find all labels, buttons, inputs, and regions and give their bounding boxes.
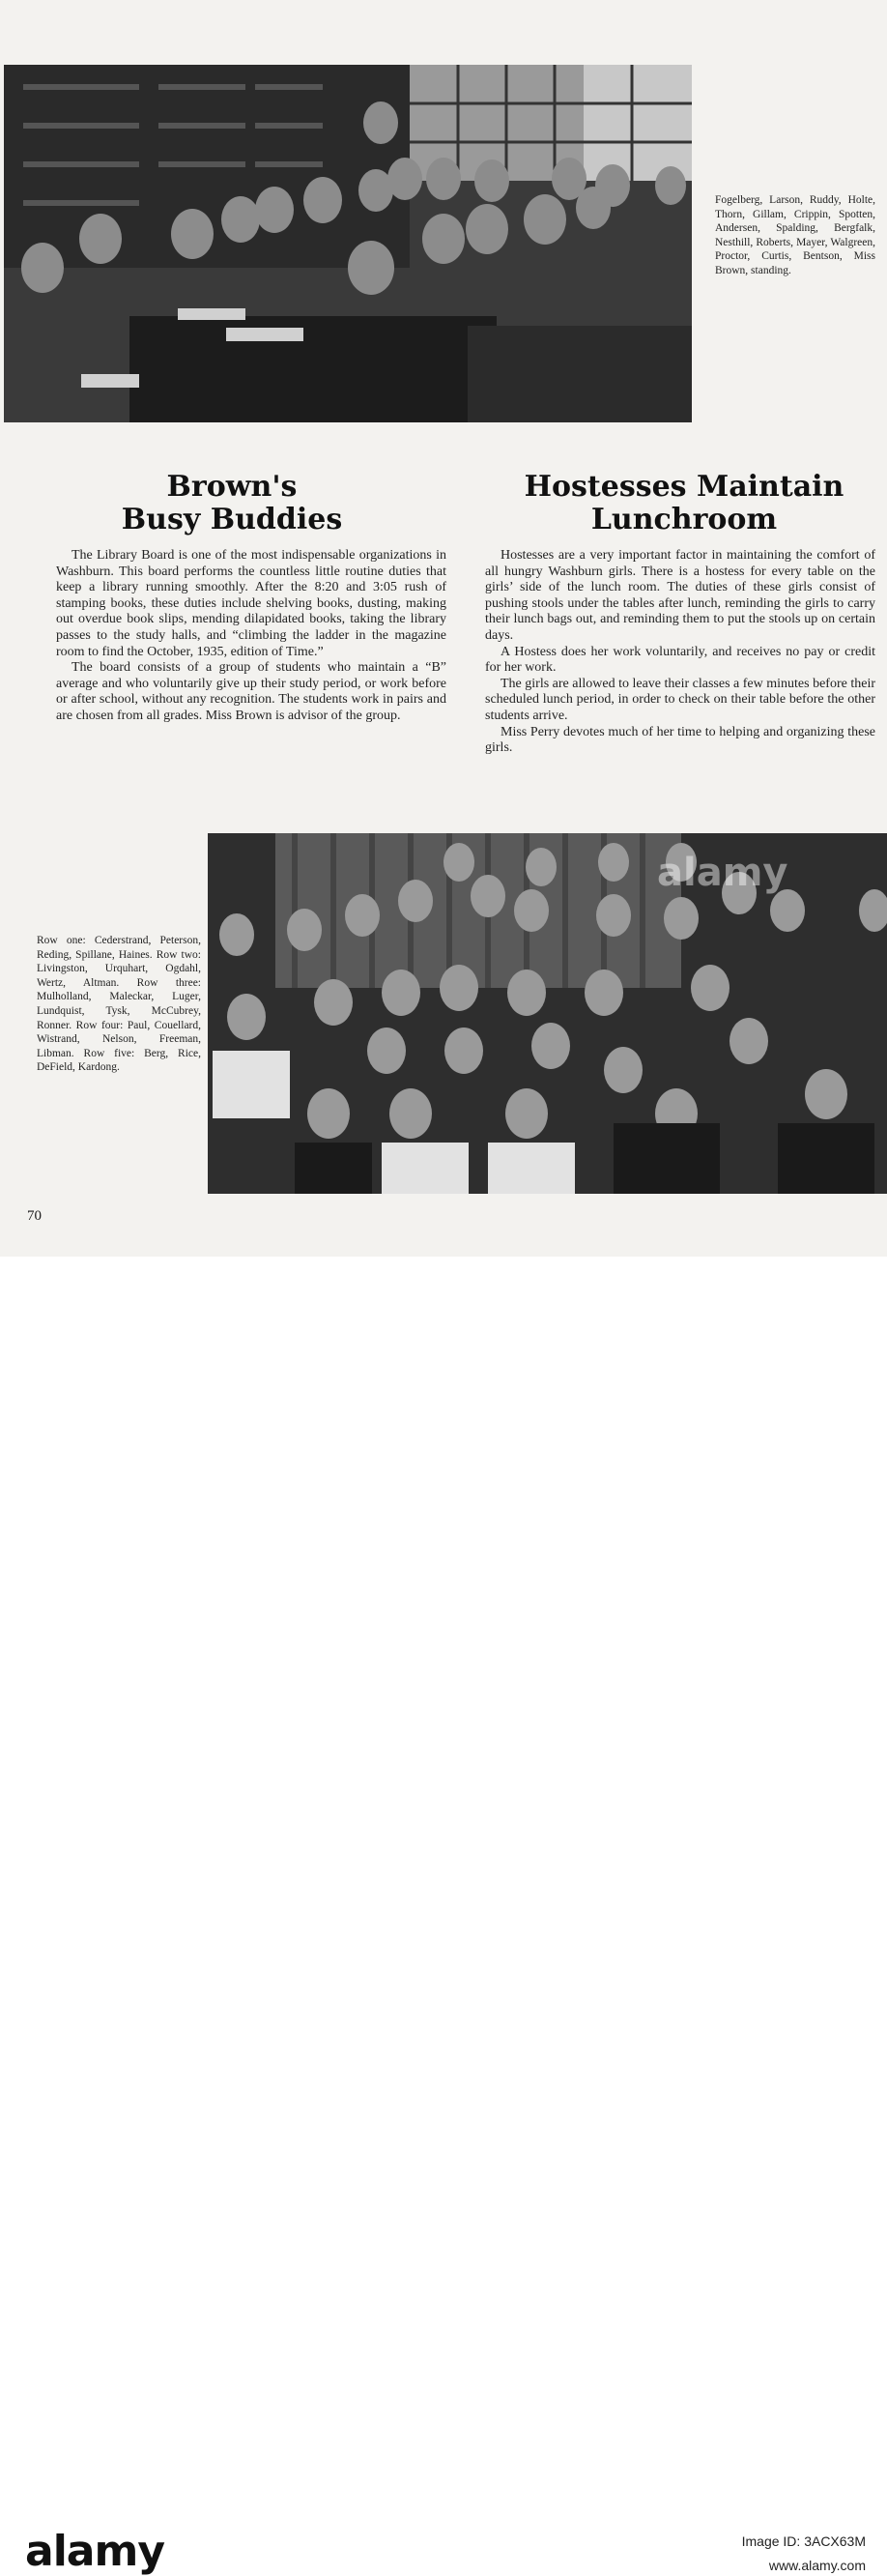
bottom-photo-caption: Row one: Cederstrand, Peterson, Reding, Spillane, Haines. Row two: Livingston, Urquhart, Ogdahl, Wertz, Altman. Row three: Mulholland, Maleckar, Luger, Lundquist, Tysk, McCubrey, Ronner. Row four: Paul, Couellard, Wistrand, Nelson, Freeman, Libman. Row five: Berg, Rice, DeField, Kardong. — [37, 935, 201, 1074]
site-url: www.alamy.com — [768, 2558, 866, 2573]
right-paragraph: Miss Perry devotes much of her time to helping and organizing these girls. — [485, 724, 875, 756]
right-paragraph: The girls are allowed to leave their classes a few minutes before their scheduled lunch period, in order to check on their table before the other students arrive. — [485, 676, 875, 723]
right-title-line1: Hostesses Maintain — [524, 470, 844, 504]
right-title-line2: Lunchroom — [590, 503, 778, 536]
left-title-line2: Busy Buddies — [121, 503, 343, 536]
alamy-logo: alamy — [25, 2527, 164, 2576]
right-article-title — [481, 471, 887, 536]
right-paragraph: Hostesses are a very important factor in maintaining the comfort of all hungry Washburn girls. There is a hostess for every table on the girls’ side of the lunch room. The duties of these girls consist of pushing stools under the tables after lunch, reminding the girls to carry their lunch bags out, and reminding them to put the stools up on certain days. — [485, 548, 875, 643]
library-board-photo — [4, 65, 692, 422]
left-title-line1: Brown's — [166, 470, 298, 504]
stock-footer — [0, 1257, 887, 2576]
right-paragraph: A Hostess does her work voluntarily, and receives no pay or credit for her work. — [485, 644, 875, 676]
top-photo-caption: Fogelberg, Larson, Ruddy, Holte, Thorn, Gillam, Crippin, Spotten, Andersen, Spalding, Bergfalk, Nesthill, Roberts, Mayer, Walgreen, Proctor, Curtis, Bentson, Miss Brown, standing. — [715, 194, 875, 276]
page-number: 70 — [27, 1208, 42, 1224]
left-article-title — [39, 471, 425, 536]
left-paragraph: The board consists of a group of students who maintain a “B” average and who voluntarily give up their study period, or work before or after school, without any recognition. The students work in pairs and are chosen from all grades. Miss Brown is advisor of the group. — [56, 660, 446, 723]
watermark: alamy — [657, 851, 788, 895]
yearbook-page — [0, 0, 887, 1257]
right-article-body — [485, 548, 875, 757]
left-paragraph: The Library Board is one of the most indispensable organizations in Washburn. This board performs the countless little routine duties that keep a library running smoothly. After the 8:20 and 3:05 rush of stamping books, these duties include shelving books, dusting, making out overdue book slips, mending dilapidated books, taking the library passes to the study halls, and “climbing the ladder in the magazine room to find the October, 1935, edition of Time.” — [56, 548, 446, 659]
left-article-body — [56, 548, 446, 725]
image-id: Image ID: 3ACX63M — [741, 2533, 866, 2549]
